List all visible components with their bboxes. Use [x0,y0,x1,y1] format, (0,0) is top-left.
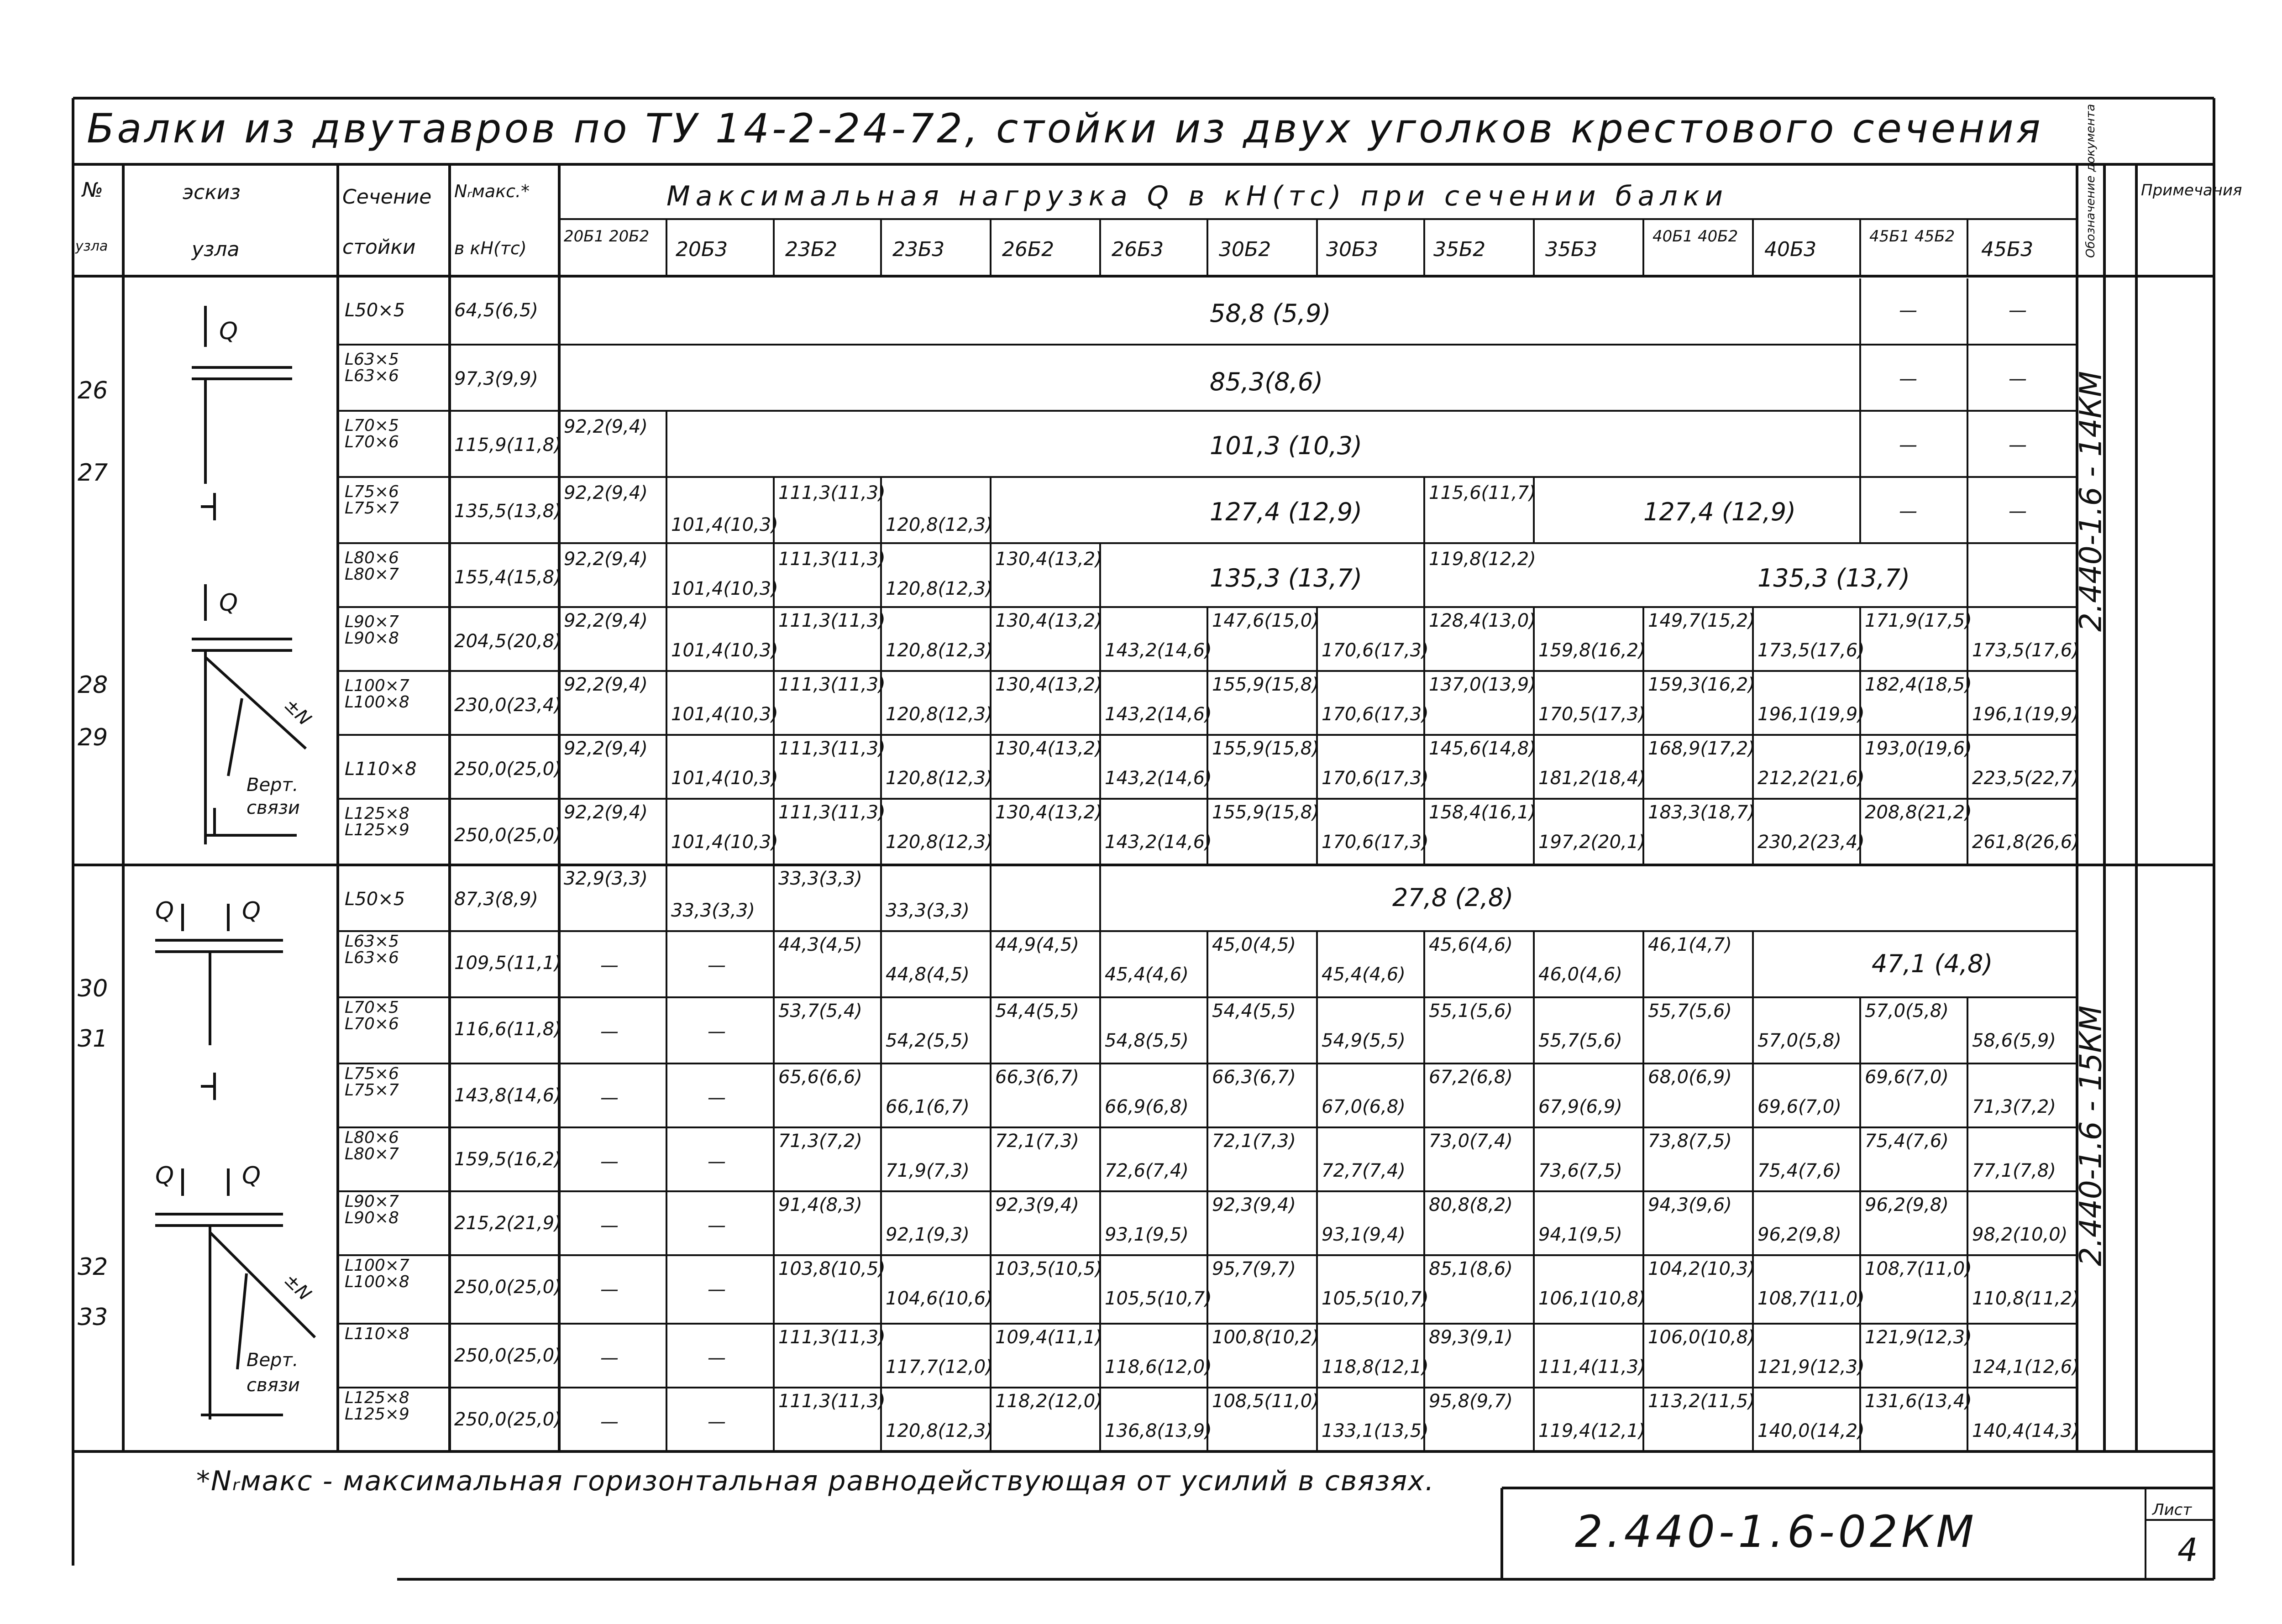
section-cell: L63×5 L63×6 [345,350,399,385]
beam-header-8: 30Б3 [1326,238,1379,261]
value-cell: 111,3(11,3) [778,738,886,759]
document-code: 2.440-1.6-02КМ [1575,1506,1978,1557]
value-cell: 93,1(9,5) [1105,1224,1189,1245]
section-cell: L110×8 [345,759,417,780]
section-cell: L70×5 L70×6 [345,998,399,1033]
value-cell: — [600,1215,619,1236]
section-cell: L75×6 L75×7 [345,482,399,518]
merged-value: 85,3(8,6) [1210,367,1323,396]
designation-group2: 2.440-1.6 - 15КМ [2073,1005,2109,1267]
value-cell: 170,6(17,3) [1322,832,1429,853]
value-cell: 143,2(14,6) [1105,832,1212,853]
beam-header-13: 45Б1 45Б2 [1869,227,1955,246]
sketch-vertical-label: Верт. [247,1350,299,1371]
header-no-2: узла [75,238,108,254]
value-cell: 133,1(13,5) [1322,1420,1429,1441]
value-cell: 45,4(4,6) [1105,964,1189,985]
value-cell: 104,2(10,3) [1648,1258,1755,1279]
value-cell: 55,7(5,6) [1538,1030,1622,1051]
value-cell: 140,0(14,2) [1757,1420,1865,1441]
value-cell: 124,1(12,6) [1972,1357,2079,1378]
value-cell: 92,2(9,4) [564,416,648,437]
value-cell: 54,9(5,5) [1322,1030,1406,1051]
value-cell: 54,2(5,5) [886,1030,970,1051]
value-cell: 117,7(12,0) [886,1357,993,1378]
value-cell: 130,4(13,2) [995,610,1102,631]
section-cell: L80×6 L80×7 [345,549,399,584]
value-cell: — [1899,501,1917,522]
nmax-cell: 250,0(25,0) [454,1409,561,1430]
section-cell: L80×6 L80×7 [345,1128,399,1163]
value-cell: — [708,1021,726,1042]
value-cell: 46,1(4,7) [1648,934,1732,955]
value-cell: 159,3(16,2) [1648,674,1755,695]
value-cell: 111,3(11,3) [778,674,886,695]
value-cell: 44,3(4,5) [778,934,862,955]
header-sketch: эскиз [183,181,241,204]
node-number: 28 [78,671,108,699]
value-cell: 75,4(7,6) [1757,1160,1841,1181]
value-cell: 72,1(7,3) [995,1131,1079,1152]
value-cell: 109,4(11,1) [995,1327,1102,1348]
value-cell: — [708,955,726,976]
value-cell: 103,8(10,5) [778,1258,886,1279]
section-cell: L90×7 L90×8 [345,613,399,648]
value-cell: 75,4(7,6) [1865,1131,1949,1152]
nmax-cell: 204,5(20,8) [454,631,561,652]
value-cell: — [2009,300,2027,321]
node-number: 32 [78,1253,108,1281]
header-designation: Обозначение документа [2084,104,2098,258]
value-cell: 183,3(18,7) [1648,802,1755,823]
beam-header-1: 20Б1 20Б2 [564,227,650,246]
header-notes: Примечания [2141,181,2242,199]
section-cell: L125×8 L125×9 [345,804,409,839]
value-cell: — [708,1151,726,1172]
value-cell: 130,4(13,2) [995,738,1102,759]
value-cell: — [2009,501,2027,522]
value-cell: 71,3(7,2) [778,1131,862,1152]
footnote: *Nᵣмакс - максимальная горизонтальная равнодействующая от усилий в связях. [196,1465,1435,1497]
value-cell: 130,4(13,2) [995,674,1102,695]
value-cell: 92,2(9,4) [564,738,648,759]
value-cell: — [1899,300,1917,321]
value-cell: 101,4(10,3) [671,514,778,535]
beam-header-7: 30Б2 [1219,238,1271,261]
value-cell: 208,8(21,2) [1865,802,1972,823]
section-cell: L90×7 L90×8 [345,1192,399,1227]
header-nmax: Nᵣмакс.* [454,181,530,201]
nmax-cell: 87,3(8,9) [454,889,538,910]
value-cell: — [600,1087,619,1108]
merged-value: 127,4 (12,9) [1210,498,1363,526]
value-cell: 72,1(7,3) [1212,1131,1296,1152]
sketch-load-label: Q [219,318,238,345]
value-cell: — [600,1279,619,1300]
beam-header-11: 40Б1 40Б2 [1652,227,1738,246]
header-load: Максимальная нагрузка Q в кН(тс) при сечении балки [666,180,1728,212]
value-cell: 72,6(7,4) [1105,1160,1189,1181]
value-cell: 67,0(6,8) [1322,1096,1406,1117]
value-cell: 91,4(8,3) [778,1194,862,1215]
value-cell: 212,2(21,6) [1757,768,1865,789]
sketch-load-label: Q [242,1162,261,1189]
value-cell: 67,2(6,8) [1429,1067,1513,1088]
value-cell: 143,2(14,6) [1105,704,1212,725]
sketch-load-label: Q [155,897,174,925]
value-cell: 155,9(15,8) [1212,674,1319,695]
value-cell: 92,2(9,4) [564,802,648,823]
beam-header-12: 40Б3 [1764,238,1817,261]
value-cell: 171,9(17,5) [1865,610,1972,631]
value-cell: 106,0(10,8) [1648,1327,1755,1348]
value-cell: 118,2(12,0) [995,1391,1102,1412]
value-cell: 71,3(7,2) [1972,1096,2056,1117]
value-cell: 66,1(6,7) [886,1096,970,1117]
sheet-label: Лист [2152,1501,2192,1519]
value-cell: 119,4(12,1) [1538,1420,1646,1441]
value-cell: 66,3(6,7) [1212,1067,1296,1088]
value-cell: 196,1(19,9) [1757,704,1865,725]
node-number: 27 [78,459,108,487]
value-cell: 101,4(10,3) [671,640,778,661]
value-cell: 105,5(10,7) [1322,1288,1429,1309]
nmax-cell: 250,0(25,0) [454,759,561,780]
value-cell: 57,0(5,8) [1757,1030,1841,1051]
sketch-load-label: Q [155,1162,174,1189]
value-cell: 104,6(10,6) [886,1288,993,1309]
value-cell: 113,2(11,5) [1648,1391,1755,1412]
value-cell: 55,1(5,6) [1429,1001,1513,1022]
value-cell: 46,0(4,6) [1538,964,1622,985]
value-cell: 111,3(11,3) [778,482,886,503]
value-cell: 149,7(15,2) [1648,610,1755,631]
value-cell: 57,0(5,8) [1865,1001,1949,1022]
value-cell: 170,6(17,3) [1322,768,1429,789]
value-cell: 94,1(9,5) [1538,1224,1622,1245]
value-cell: 143,2(14,6) [1105,768,1212,789]
value-cell: 33,3(3,3) [671,900,755,921]
nmax-cell: 143,8(14,6) [454,1085,561,1106]
value-cell: 95,8(9,7) [1429,1391,1513,1412]
section-cell: L100×7 L100×8 [345,1256,409,1291]
value-cell: 32,9(3,3) [564,868,648,889]
value-cell: 73,8(7,5) [1648,1131,1732,1152]
value-cell: 44,9(4,5) [995,934,1079,955]
sketch-force-label: ±N [280,1269,315,1305]
beam-header-5: 26Б2 [1002,238,1054,261]
value-cell: 140,4(14,3) [1972,1420,2079,1441]
value-cell: 67,9(6,9) [1538,1096,1622,1117]
value-cell: — [1899,435,1917,456]
sketch-force-label: ±N [280,694,315,730]
value-cell: 108,5(11,0) [1212,1391,1319,1412]
value-cell: 73,6(7,5) [1538,1160,1622,1181]
node-number: 26 [78,377,108,404]
section-cell: L50×5 [345,300,405,321]
value-cell: 168,9(17,2) [1648,738,1755,759]
value-cell: 143,2(14,6) [1105,640,1212,661]
value-cell: 145,6(14,8) [1429,738,1536,759]
value-cell: 121,9(12,3) [1757,1357,1865,1378]
beam-header-2: 20Б3 [676,238,728,261]
value-cell: — [600,1347,619,1368]
value-cell: 92,2(9,4) [564,674,648,695]
nmax-cell: 115,9(11,8) [454,435,561,456]
value-cell: 45,4(4,6) [1322,964,1406,985]
value-cell: 119,8(12,2) [1429,549,1536,570]
sketch-load-label: Q [219,589,238,617]
value-cell: — [1899,368,1917,389]
value-cell: 92,1(9,3) [886,1224,970,1245]
value-cell: 197,2(20,1) [1538,832,1646,853]
value-cell: 92,3(9,4) [1212,1194,1296,1215]
section-cell: L50×5 [345,889,405,910]
designation-group1: 2.440-1.6 - 14КМ [2073,371,2109,632]
section-cell: L100×7 L100×8 [345,676,409,712]
value-cell: 115,6(11,7) [1429,482,1536,503]
beam-header-9: 35Б2 [1433,238,1486,261]
value-cell: 94,3(9,6) [1648,1194,1732,1215]
drawing-title: Балки из двутавров по ТУ 14-2-24-72, стойки из двух уголков крестового сечения [87,105,2043,152]
value-cell: 92,2(9,4) [564,482,648,503]
value-cell: 68,0(6,9) [1648,1067,1732,1088]
nmax-cell: 250,0(25,0) [454,1345,561,1366]
nmax-cell: 215,2(21,9) [454,1213,561,1234]
value-cell: 120,8(12,3) [886,514,993,535]
value-cell: 96,2(9,8) [1757,1224,1841,1245]
nmax-cell: 250,0(25,0) [454,825,561,846]
value-cell: 108,7(11,0) [1757,1288,1865,1309]
nmax-cell: 250,0(25,0) [454,1277,561,1298]
value-cell: 54,4(5,5) [1212,1001,1296,1022]
value-cell: 137,0(13,9) [1429,674,1536,695]
value-cell: 111,3(11,3) [778,1391,886,1412]
value-cell: 181,2(18,4) [1538,768,1646,789]
value-cell: 105,5(10,7) [1105,1288,1212,1309]
value-cell: 44,8(4,5) [886,964,970,985]
value-cell: — [708,1411,726,1432]
beam-header-3: 23Б2 [785,238,838,261]
value-cell: 73,0(7,4) [1429,1131,1513,1152]
section-cell: L110×8 [345,1325,409,1343]
nmax-cell: 109,5(11,1) [454,953,561,974]
value-cell: 101,4(10,3) [671,832,778,853]
value-cell: 111,3(11,3) [778,802,886,823]
value-cell: 130,4(13,2) [995,802,1102,823]
header-nmax-2: в кН(тс) [454,238,527,258]
value-cell: 92,3(9,4) [995,1194,1079,1215]
nmax-cell: 97,3(9,9) [454,368,538,389]
value-cell: 196,1(19,9) [1972,704,2079,725]
value-cell: 120,8(12,3) [886,768,993,789]
value-cell: 101,4(10,3) [671,768,778,789]
value-cell: 69,6(7,0) [1865,1067,1949,1088]
value-cell: 54,8(5,5) [1105,1030,1189,1051]
value-cell: — [708,1087,726,1108]
value-cell: 130,4(13,2) [995,549,1102,570]
value-cell: 69,6(7,0) [1757,1096,1841,1117]
value-cell: 95,7(9,7) [1212,1258,1296,1279]
value-cell: 100,8(10,2) [1212,1327,1319,1348]
value-cell: 65,6(6,6) [778,1067,862,1088]
value-cell: 72,7(7,4) [1322,1160,1406,1181]
section-cell: L125×8 L125×9 [345,1388,409,1424]
nmax-cell: 135,5(13,8) [454,501,561,522]
value-cell: — [2009,435,2027,456]
merged-value: 101,3 (10,3) [1210,431,1363,460]
node-number: 31 [78,1025,108,1053]
value-cell: 118,6(12,0) [1105,1357,1212,1378]
value-cell: 45,6(4,6) [1429,934,1513,955]
header-no: № [82,178,103,202]
value-cell: 170,5(17,3) [1538,704,1646,725]
value-cell: 93,1(9,4) [1322,1224,1406,1245]
value-cell: — [600,955,619,976]
value-cell: 193,0(19,6) [1865,738,1972,759]
value-cell: 128,4(13,0) [1429,610,1536,631]
sketch-vertical-label: Верт. [247,775,299,796]
value-cell: 170,6(17,3) [1322,704,1429,725]
merged-value: 127,4 (12,9) [1643,498,1796,526]
value-cell: 110,8(11,2) [1972,1288,2079,1309]
nmax-cell: 159,5(16,2) [454,1149,561,1170]
value-cell: 54,4(5,5) [995,1001,1079,1022]
beam-header-10: 35Б3 [1545,238,1598,261]
header-section: Сечение [342,185,432,209]
sketch-links-label: связи [247,797,300,818]
value-cell: 120,8(12,3) [886,1420,993,1441]
value-cell: 96,2(9,8) [1865,1194,1949,1215]
value-cell: 101,4(10,3) [671,578,778,599]
merged-value: 135,3 (13,7) [1757,564,1910,592]
value-cell: 92,2(9,4) [564,610,648,631]
value-cell: 158,4(16,1) [1429,802,1536,823]
value-cell: 223,5(22,7) [1972,768,2079,789]
header-sketch-2: узла [192,238,240,261]
value-cell: — [708,1215,726,1236]
nmax-cell: 155,4(15,8) [454,567,561,588]
value-cell: 33,3(3,3) [886,900,970,921]
value-cell: 53,7(5,4) [778,1001,862,1022]
node-number: 33 [78,1304,108,1331]
merged-value: 58,8 (5,9) [1210,299,1331,328]
value-cell: 58,6(5,9) [1972,1030,2056,1051]
value-cell: 98,2(10,0) [1972,1224,2068,1245]
beam-header-14: 45Б3 [1981,238,2034,261]
value-cell: 111,3(11,3) [778,549,886,570]
sketch-load-label: Q [242,897,261,925]
value-cell: 155,9(15,8) [1212,802,1319,823]
merged-value: 47,1 (4,8) [1872,949,1993,978]
value-cell: — [708,1279,726,1300]
value-cell: 45,0(4,5) [1212,934,1296,955]
value-cell: 77,1(7,8) [1972,1160,2056,1181]
beam-header-4: 23Б3 [892,238,945,261]
value-cell: 147,6(15,0) [1212,610,1319,631]
value-cell: 106,1(10,8) [1538,1288,1646,1309]
value-cell: 66,9(6,8) [1105,1096,1189,1117]
value-cell: 101,4(10,3) [671,704,778,725]
value-cell: 121,9(12,3) [1865,1327,1972,1348]
value-cell: 182,4(18,5) [1865,674,1972,695]
value-cell: 120,8(12,3) [886,832,993,853]
merged-value: 27,8 (2,8) [1392,883,1514,912]
value-cell: 80,8(8,2) [1429,1194,1513,1215]
node-number: 29 [78,724,108,751]
value-cell: 92,2(9,4) [564,549,648,570]
nmax-cell: 230,0(23,4) [454,695,561,716]
value-cell: 85,1(8,6) [1429,1258,1513,1279]
value-cell: — [708,1347,726,1368]
value-cell: 159,8(16,2) [1538,640,1646,661]
beam-header-6: 26Б3 [1112,238,1164,261]
value-cell: 136,8(13,9) [1105,1420,1212,1441]
value-cell: 173,5(17,6) [1757,640,1865,661]
node-number: 30 [78,975,108,1002]
value-cell: 230,2(23,4) [1757,832,1865,853]
value-cell: 66,3(6,7) [995,1067,1079,1088]
section-cell: L70×5 L70×6 [345,416,399,451]
value-cell: — [600,1021,619,1042]
value-cell: 111,4(11,3) [1538,1357,1646,1378]
sheet-number: 4 [2177,1531,2198,1569]
value-cell: 261,8(26,6) [1972,832,2079,853]
value-cell: — [2009,368,2027,389]
value-cell: — [600,1411,619,1432]
section-cell: L63×5 L63×6 [345,932,399,967]
sketch-links-label: связи [247,1375,300,1396]
value-cell: 71,9(7,3) [886,1160,970,1181]
value-cell: 155,9(15,8) [1212,738,1319,759]
value-cell: — [600,1151,619,1172]
header-section-2: стойки [342,236,416,259]
value-cell: 111,3(11,3) [778,610,886,631]
value-cell: 120,8(12,3) [886,578,993,599]
value-cell: 170,6(17,3) [1322,640,1429,661]
value-cell: 131,6(13,4) [1865,1391,1972,1412]
value-cell: 120,8(12,3) [886,640,993,661]
nmax-cell: 64,5(6,5) [454,300,538,321]
value-cell: 108,7(11,0) [1865,1258,1972,1279]
nmax-cell: 116,6(11,8) [454,1019,561,1040]
value-cell: 173,5(17,6) [1972,640,2079,661]
section-cell: L75×6 L75×7 [345,1064,399,1100]
value-cell: 89,3(9,1) [1429,1327,1513,1348]
value-cell: 103,5(10,5) [995,1258,1102,1279]
value-cell: 111,3(11,3) [778,1327,886,1348]
value-cell: 55,7(5,6) [1648,1001,1732,1022]
merged-value: 135,3 (13,7) [1210,564,1363,592]
value-cell: 118,8(12,1) [1322,1357,1429,1378]
value-cell: 120,8(12,3) [886,704,993,725]
value-cell: 33,3(3,3) [778,868,862,889]
